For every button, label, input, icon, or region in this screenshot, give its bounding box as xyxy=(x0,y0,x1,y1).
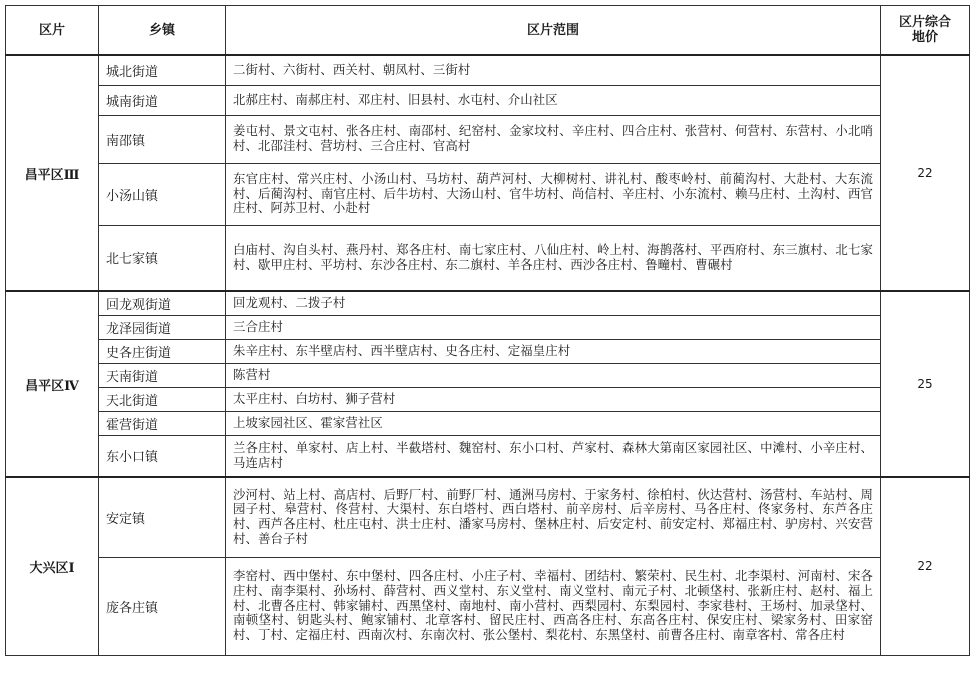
area-cell: 大兴区Ⅰ xyxy=(6,477,99,655)
header-row xyxy=(6,6,970,56)
table-row xyxy=(6,315,970,339)
town-cell: 史各庄街道 xyxy=(99,339,226,363)
area-cell: 昌平区Ⅳ xyxy=(6,291,99,477)
table-row xyxy=(6,339,970,363)
table-row xyxy=(6,411,970,435)
table-row xyxy=(6,225,970,291)
town-cell: 城南街道 xyxy=(99,85,226,115)
table-row xyxy=(6,435,970,477)
scope-cell: 东官庄村、常兴庄村、小汤山村、马坊村、葫芦河村、大柳树村、讲礼村、酸枣岭村、前蔺沟村、大赴村、大东流村、后蔺沟村、南官庄村、后牛坊村、大汤山村、官牛坊村、尚信村、辛庄村、小东流村、赖马庄村、土沟村、西官庄村、阿苏卫村、小赴村 xyxy=(226,163,881,225)
table-row xyxy=(6,477,970,557)
scope-cell: 李窑村、西中堡村、东中堡村、四各庄村、小庄子村、幸福村、团结村、繁荣村、民生村、北李渠村、河南村、宋各庄村、南李渠村、孙场村、薛营村、西义堂村、东义堂村、南义堂村、南元子村、北顿垡村、张新庄村、赵村、福上村、北曹各庄村、韩家铺村、西黑垡村、南地村、南小营村、西梨园村、东梨园村、李家巷村、王场村、加录垡村、南顿垡村、钥匙头村、鲍家铺村、北章客村、留民庄村、西高各庄村、东高各庄村、保安庄村、梁家务村、田家窑村、丁村、定福庄村、西南次村、东南次村、张公堡村、梨花村、东黑垡村、前曹各庄村、南章客村、常各庄村 xyxy=(226,557,881,655)
table-row xyxy=(6,55,970,85)
scope-cell: 上坡家园社区、霍家营社区 xyxy=(226,411,881,435)
header-price-line2: 地价 xyxy=(911,30,938,45)
town-cell: 庞各庄镇 xyxy=(99,557,226,655)
header-price-line1: 区片综合 xyxy=(898,15,951,30)
town-cell: 天北街道 xyxy=(99,387,226,411)
header-price xyxy=(881,6,970,56)
town-cell: 安定镇 xyxy=(99,477,226,557)
table-row xyxy=(6,85,970,115)
table-row xyxy=(6,291,970,315)
town-cell: 北七家镇 xyxy=(99,225,226,291)
area-cell: 昌平区Ⅲ xyxy=(6,55,99,291)
table-row xyxy=(6,163,970,225)
scope-cell: 白庙村、沟自头村、燕丹村、郑各庄村、南七家庄村、八仙庄村、岭上村、海鹊落村、平西府村、东三旗村、北七家村、歇甲庄村、平坊村、东沙各庄村、东二旗村、羊各庄村、西沙各庄村、鲁疃村、曹碾村 xyxy=(226,225,881,291)
town-cell: 南邵镇 xyxy=(99,115,226,163)
price-cell: 22 xyxy=(881,477,970,655)
scope-cell: 北郝庄村、南郝庄村、邓庄村、旧县村、水屯村、介山社区 xyxy=(226,85,881,115)
town-cell: 城北街道 xyxy=(99,55,226,85)
scope-cell: 沙河村、站上村、高店村、后野厂村、前野厂村、通洲马房村、于家务村、徐柏村、伙达营村、汤营村、车站村、周园子村、皋营村、佟营村、大渠村、东白塔村、西白塔村、前辛房村、后辛房村、马各庄村、佟家务村、东芦各庄村、西芦各庄村、杜庄屯村、洪士庄村、潘家马房村、堡林庄村、后安定村、前安定村、郑福庄村、驴房村、兴安营村、善台子村 xyxy=(226,477,881,557)
scope-cell: 太平庄村、白坊村、狮子营村 xyxy=(226,387,881,411)
table-row xyxy=(6,557,970,655)
scope-cell: 三合庄村 xyxy=(226,315,881,339)
land-price-table xyxy=(5,5,970,656)
scope-cell: 回龙观村、二拨子村 xyxy=(226,291,881,315)
price-cell: 25 xyxy=(881,291,970,477)
header-town: 乡镇 xyxy=(99,6,226,56)
scope-cell: 二街村、六街村、西关村、朝凤村、三街村 xyxy=(226,55,881,85)
header-scope: 区片范围 xyxy=(226,6,881,56)
table-row xyxy=(6,363,970,387)
table-row xyxy=(6,387,970,411)
scope-cell: 陈营村 xyxy=(226,363,881,387)
header-area: 区片 xyxy=(6,6,99,56)
town-cell: 龙泽园街道 xyxy=(99,315,226,339)
town-cell: 小汤山镇 xyxy=(99,163,226,225)
scope-cell: 朱辛庄村、东半壁店村、西半壁店村、史各庄村、定福皇庄村 xyxy=(226,339,881,363)
town-cell: 回龙观街道 xyxy=(99,291,226,315)
town-cell: 霍营街道 xyxy=(99,411,226,435)
table-row xyxy=(6,115,970,163)
scope-cell: 姜屯村、景文屯村、张各庄村、南邵村、纪窑村、金家坟村、辛庄村、四合庄村、张营村、何营村、东营村、小北哨村、北邵洼村、营坊村、三合庄村、官高村 xyxy=(226,115,881,163)
town-cell: 东小口镇 xyxy=(99,435,226,477)
scope-cell: 兰各庄村、单家村、店上村、半截塔村、魏窑村、东小口村、芦家村、森林大第南区家园社区、中滩村、小辛庄村、马连店村 xyxy=(226,435,881,477)
town-cell: 天南街道 xyxy=(99,363,226,387)
price-cell: 22 xyxy=(881,55,970,291)
